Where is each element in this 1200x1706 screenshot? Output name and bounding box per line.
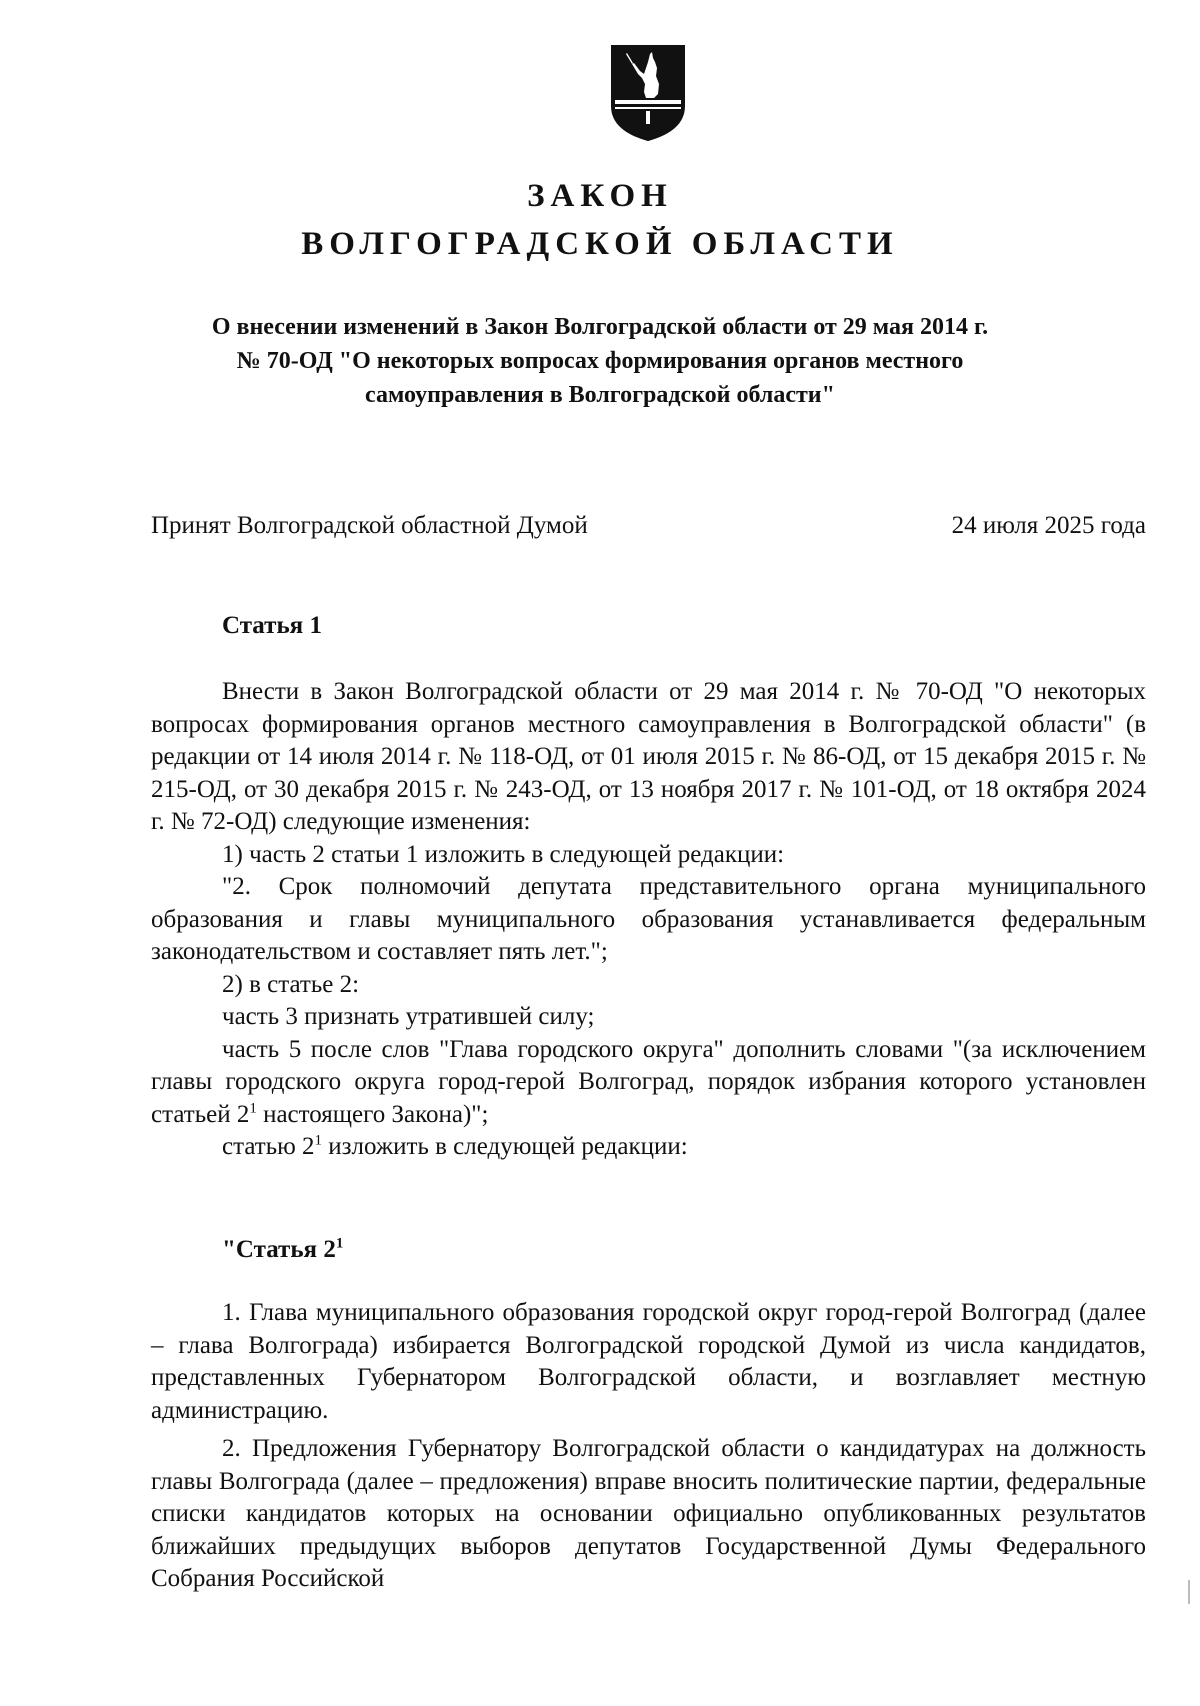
article-1-body — [151, 676, 1146, 1164]
adoption-date: 24 июля 2025 года — [951, 512, 1146, 539]
item-2-c-text-end: изложить в следующей редакции: — [322, 1133, 688, 1160]
document-issuer-title: ВОЛГОГРАДСКОЙ ОБЛАСТИ — [301, 226, 899, 262]
article-1-item-1-text: "2. Срок полномочий депутата представительного органа муниципального образования и главы муниципального образования устанавливается федеральным законодательством и составляет пять лет."; — [151, 873, 1146, 965]
article-1-item-1: 1) часть 2 статьи 1 изложить в следующей редакции: — [222, 840, 785, 868]
article-1-intro: Внести в Закон Волгоградской области от 29 мая 2014 г. № 70-ОД "О некоторых вопросах формирования органов местного самоуправления в Волгоградской области" (в редакции от 14 июля 2014 г. № 118-ОД, от 01 июля 2015 г. № 86-ОД, от 15 декабря 2015 г. № 215-ОД, от 30 декабря 2015 г. № 243-ОД, от 13 ноября 2017 г. № 101-ОД, от 18 октября 2024 г. № 72-ОД) следующие изменения: — [151, 678, 1146, 835]
adoption-line — [151, 512, 1146, 540]
article-1-item-2-a: часть 3 признать утратившей силу; — [222, 1003, 595, 1030]
article-1-item-2: 2) в статье 2: — [222, 970, 360, 998]
item-2-c-text: статью 2 — [222, 1133, 315, 1160]
article-1-item-2-c — [151, 1131, 1146, 1164]
adopted-by: Принят Волгоградской областной Думой — [151, 512, 588, 539]
article-2-1-heading-superscript: 1 — [335, 1235, 344, 1252]
subject-line-2: № 70-ОД "О некоторых вопросах формирования органов местного — [236, 348, 964, 374]
article-2-1-paragraph-1: 1. Глава муниципального образования городской округ город-герой Волгоград (далее – глава Волгограда) избирается Волгоградской городской Думой из числа кандидатов, представленных Губернатором Волгоградской области, и возглавляет местную администрацию. — [151, 1299, 1146, 1424]
document-subject — [180, 310, 1020, 412]
item-2-c-superscript: 1 — [314, 1132, 323, 1149]
article-1-item-2-b — [151, 1034, 1146, 1132]
subject-line-1: О внесении изменений в Закон Волгоградской области от 29 мая 2014 г. — [211, 314, 989, 340]
item-2-b-text-end: настоящего Закона)"; — [256, 1100, 489, 1128]
subject-line-3: самоуправления в Волгоградской области" — [365, 382, 835, 408]
article-2-1-heading-text: "Статья 2 — [222, 1236, 336, 1263]
article-2-1-body — [151, 1297, 1146, 1596]
article-2-1-paragraph-2: 2. Предложения Губернатору Волгоградской области о кандидатурах на должность главы Волгограда (далее – предложения) вправе вносить политические партии, федеральные списки кандидатов которых на основании официально опубликованных результатов ближайших предыдущих выборов депутатов Государственной Думы Федерального Собрания Российской — [151, 1435, 1146, 1592]
item-2-b-superscript: 1 — [249, 1100, 257, 1117]
document-type-title: ЗАКОН — [527, 178, 673, 214]
article-1-heading: Статья 1 — [222, 612, 322, 639]
article-2-1-heading — [222, 1236, 343, 1264]
volgograd-coat-of-arms-icon — [610, 44, 686, 142]
scan-edge-mark — [1188, 1580, 1190, 1604]
item-2-b-text: часть 5 после слов "Глава городского округа" дополнить словами "(за исключением главы городского округа город-герой Волгоград, порядок избрания которого установлен статьей 2 — [151, 1035, 1146, 1128]
